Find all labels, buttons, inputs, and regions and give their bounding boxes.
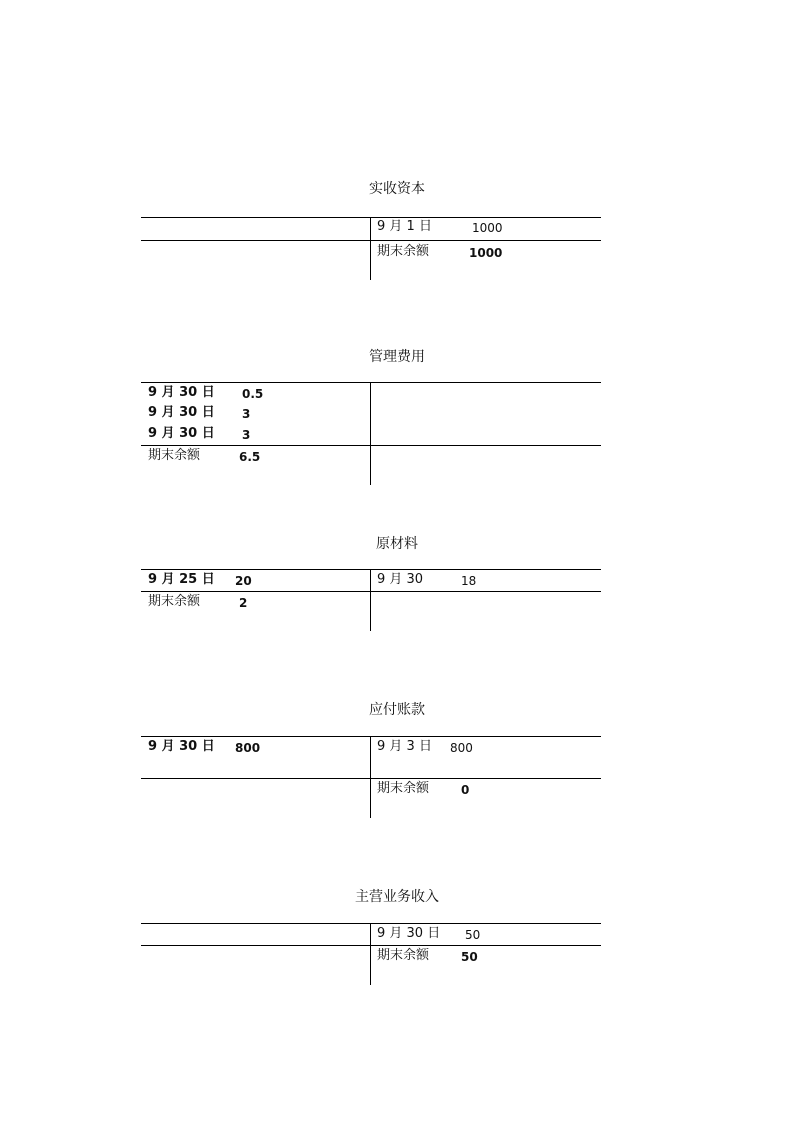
balance-rule <box>141 445 601 446</box>
debit-entry-date: 9 月 30 日 <box>148 739 215 754</box>
account-title: 管理费用 <box>369 349 425 365</box>
top-rule <box>141 923 601 924</box>
credit-entry-date: 9 月 30 <box>377 572 424 587</box>
account-title: 原材料 <box>376 536 418 552</box>
debit-balance-amount: 6.5 <box>239 450 261 464</box>
balance-rule <box>141 591 601 592</box>
divider <box>370 382 371 485</box>
debit-entry-date: 9 月 25 日 <box>148 572 215 587</box>
credit-balance-amount: 1000 <box>469 246 503 260</box>
divider <box>370 217 371 280</box>
credit-entry-date: 9 月 3 日 <box>377 739 432 754</box>
debit-entry-amount: 20 <box>235 574 252 588</box>
debit-balance-label: 期末余额 <box>148 594 201 609</box>
credit-entry-amount: 18 <box>461 574 477 588</box>
credit-balance-label: 期末余额 <box>377 244 430 259</box>
debit-entry-amount: 0.5 <box>242 387 264 401</box>
divider <box>370 569 371 631</box>
account-title: 应付账款 <box>369 702 425 718</box>
credit-balance-label: 期末余额 <box>377 948 430 963</box>
credit-entry-amount: 1000 <box>472 221 503 235</box>
balance-rule <box>141 778 601 779</box>
credit-entry-date: 9 月 30 日 <box>377 926 441 941</box>
balance-rule <box>141 240 601 241</box>
debit-entry-date: 9 月 30 日 <box>148 385 215 400</box>
credit-entry-date: 9 月 1 日 <box>377 219 432 234</box>
account-title: 主营业务收入 <box>355 889 439 905</box>
top-rule <box>141 736 601 737</box>
credit-entry-amount: 800 <box>450 741 473 755</box>
debit-balance-amount: 2 <box>239 596 248 610</box>
top-rule <box>141 217 601 218</box>
account-title: 实收资本 <box>369 181 425 197</box>
credit-balance-amount: 50 <box>461 950 478 964</box>
top-rule <box>141 569 601 570</box>
credit-balance-amount: 0 <box>461 783 470 797</box>
debit-entry-date: 9 月 30 日 <box>148 405 215 420</box>
credit-balance-label: 期末余额 <box>377 781 430 796</box>
divider <box>370 736 371 818</box>
credit-entry-amount: 50 <box>465 928 481 942</box>
debit-balance-label: 期末余额 <box>148 448 201 463</box>
balance-rule <box>141 945 601 946</box>
debit-entry-amount: 800 <box>235 741 261 755</box>
debit-entry-amount: 3 <box>242 407 251 421</box>
debit-entry-date: 9 月 30 日 <box>148 426 215 441</box>
debit-entry-amount: 3 <box>242 428 251 442</box>
divider <box>370 923 371 985</box>
top-rule <box>141 382 601 383</box>
